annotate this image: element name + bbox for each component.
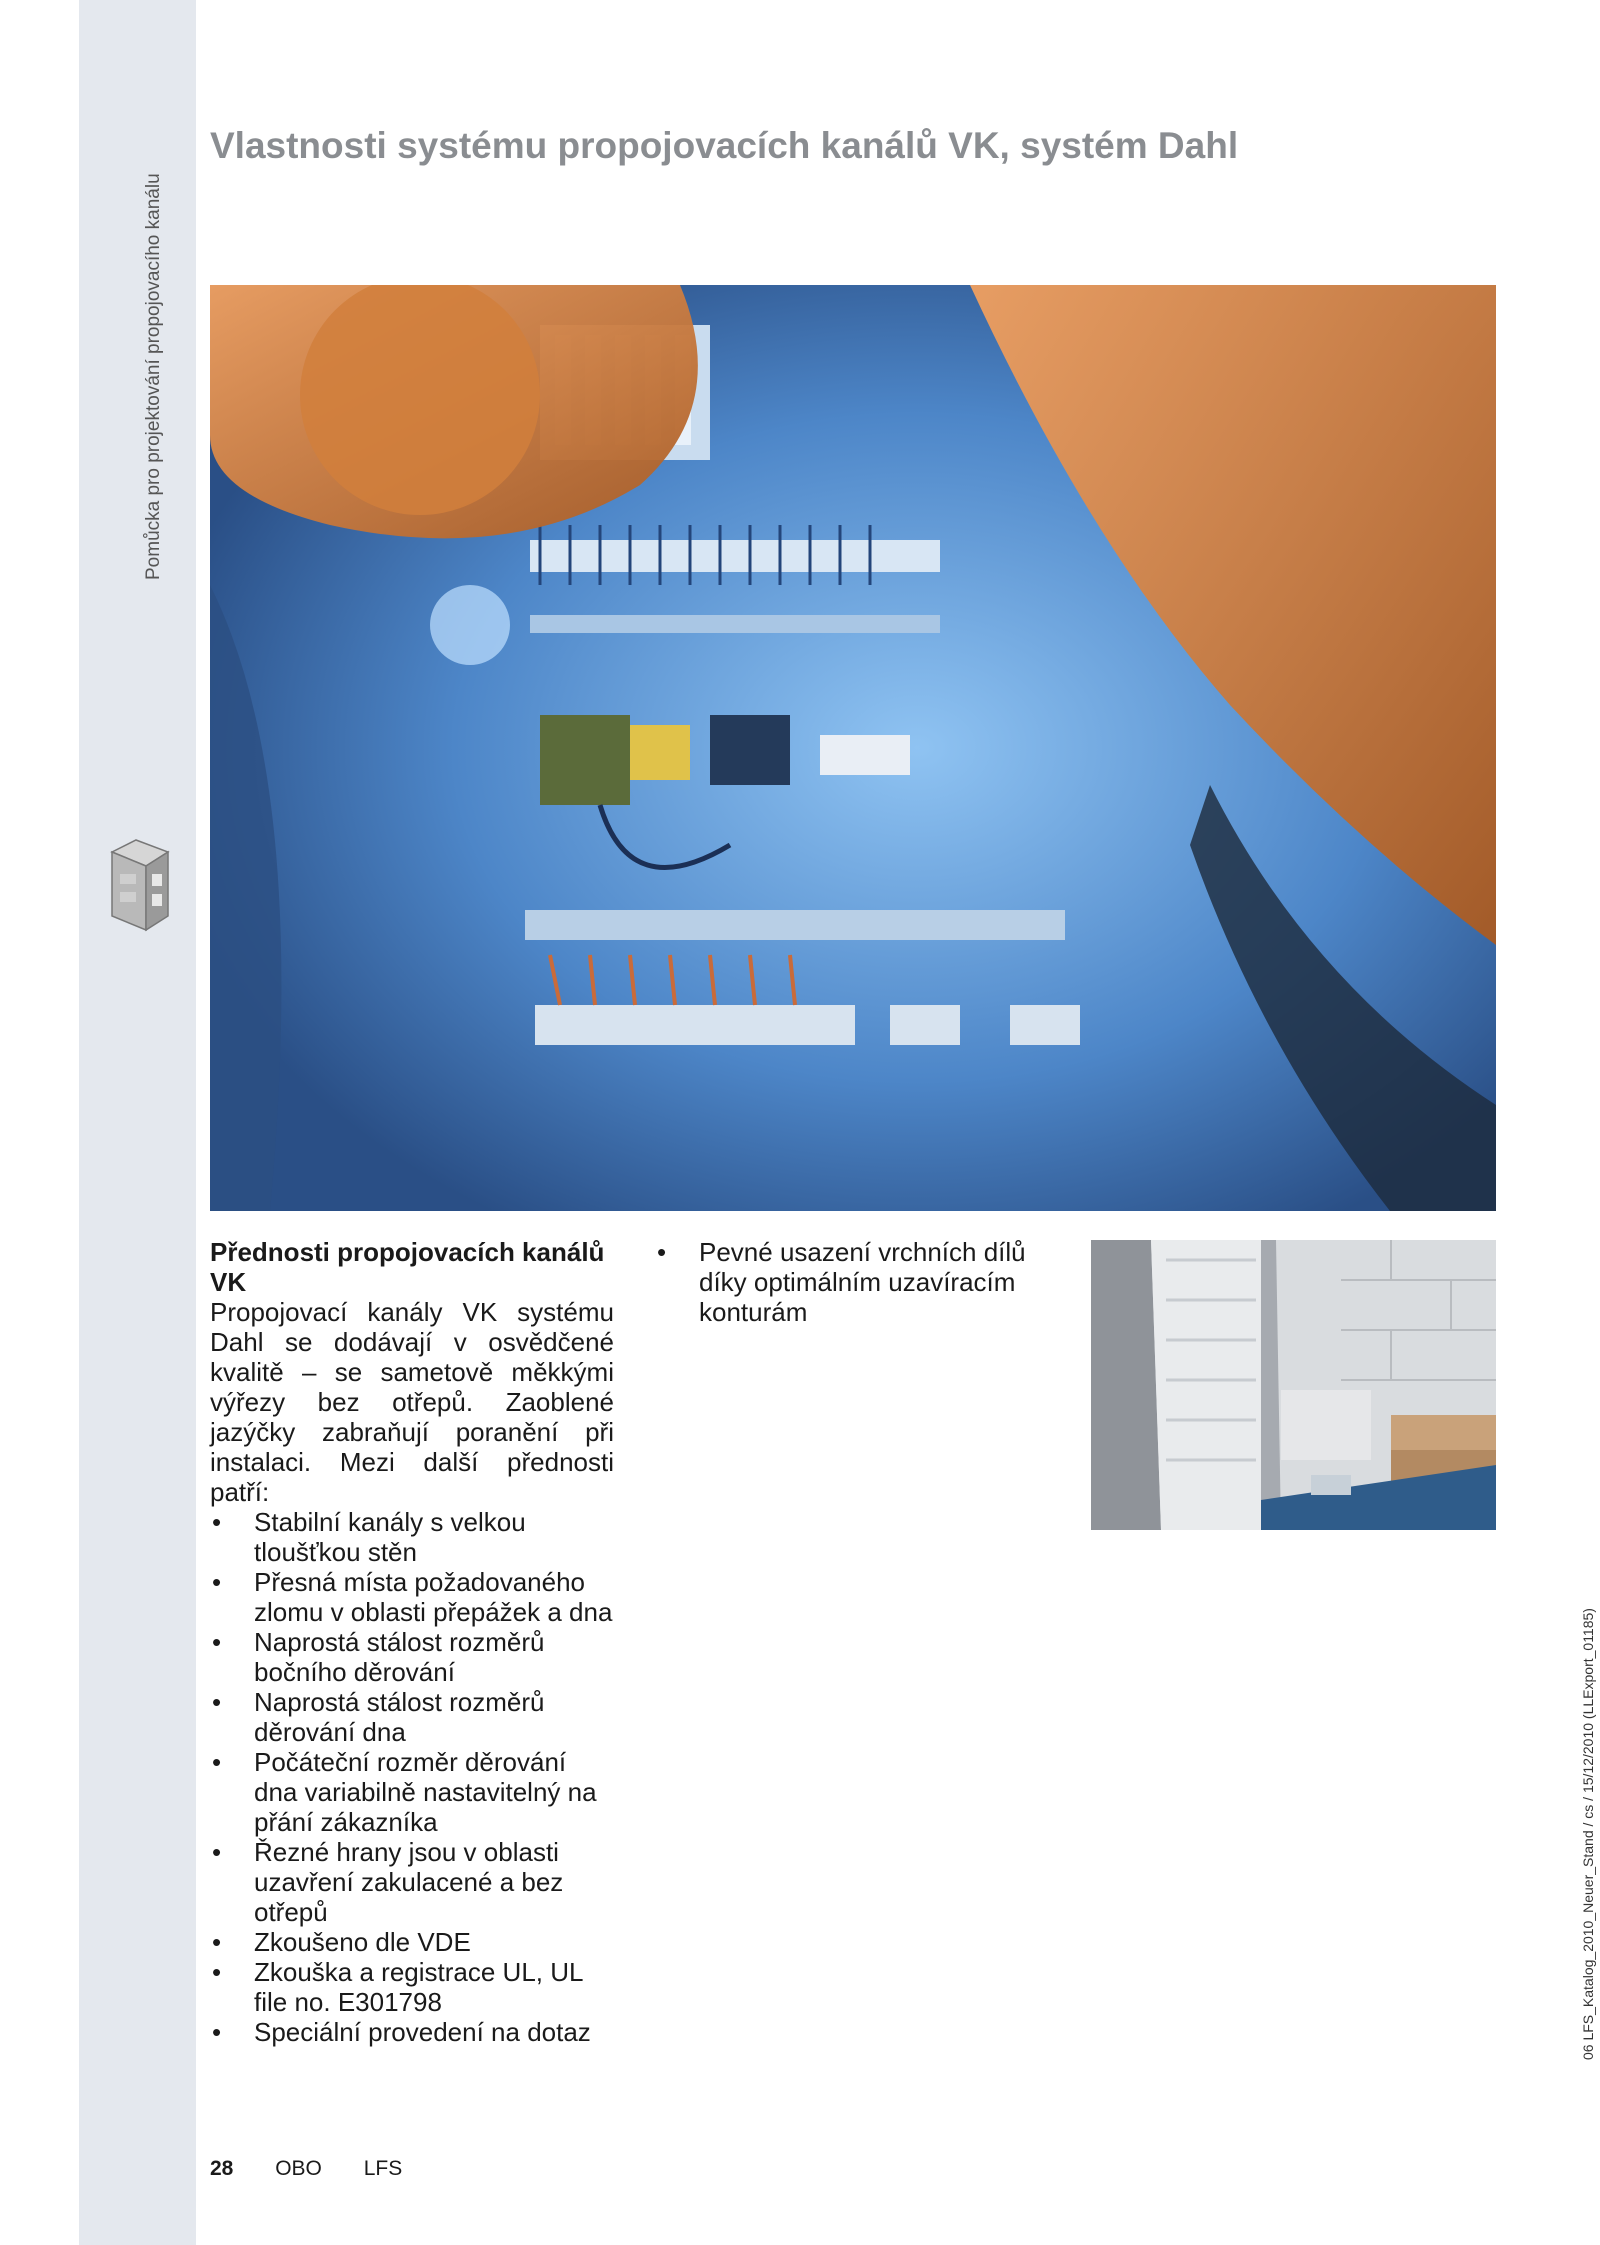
list-item: • Zkouška a registrace UL, UL file no. E301798 bbox=[210, 1957, 614, 2017]
benefits-list bbox=[210, 1507, 614, 2047]
page-title: Vlastnosti systému propojovacích kanálů VK, systém Dahl bbox=[210, 125, 1239, 166]
benefits-right-column bbox=[655, 1237, 1055, 1327]
cable-channel-icon bbox=[106, 838, 172, 932]
cabinet-installation-photo bbox=[1091, 1240, 1496, 1530]
list-item: • Naprostá stálost rozměrů děrování dna bbox=[210, 1687, 614, 1747]
intro-paragraph: Propojovací kanály VK systému Dahl se dodávají v osvědčené kvalitě – se sametově měkkými výřezy bez otřepů. Zaoblené jazýčky zabraňují poranění při instalaci. Mezi další přednosti patří: bbox=[210, 1297, 614, 1507]
list-item: • Naprostá stálost rozměrů bočního děrování bbox=[210, 1627, 614, 1687]
list-item: • Počáteční rozměr děrování dna variabilně nastavitelný na přání zákazníka bbox=[210, 1747, 614, 1837]
page-number: 28 bbox=[210, 2157, 234, 2180]
side-band bbox=[79, 0, 196, 2245]
list-item: • Speciální provedení na dotaz bbox=[210, 2017, 614, 2047]
export-label: 06 LFS_Katalog_2010_Neuer_Stand / cs / 15/12/2010 (LLExport_01185) bbox=[1580, 1608, 1596, 2060]
list-item: • Řezné hrany jsou v oblasti uzavření zakulacené a bez otřepů bbox=[210, 1837, 614, 1927]
list-item: • Pevné usazení vrchních dílů díky optimálním uzavíracím konturám bbox=[655, 1237, 1055, 1327]
section-heading: Přednosti propojovacích kanálů VK bbox=[210, 1237, 605, 1297]
list-item: • Přesná místa požadovaného zlomu v oblasti přepážek a dna bbox=[210, 1567, 614, 1627]
side-section-label: Pomůcka pro projektování propojovacího kanálu bbox=[143, 173, 164, 580]
benefits-left-column bbox=[210, 1237, 614, 2047]
brand-label: OBO bbox=[275, 2157, 322, 2180]
list-item: • Stabilní kanály s velkou tloušťkou stěn bbox=[210, 1507, 614, 1567]
benefits-list-continued bbox=[655, 1237, 1055, 1327]
product-label: LFS bbox=[363, 2157, 403, 2180]
list-item: • Zkoušeno dle VDE bbox=[210, 1927, 614, 1957]
control-cabinet-photo bbox=[210, 285, 1496, 1211]
page-footer bbox=[210, 2157, 438, 2181]
